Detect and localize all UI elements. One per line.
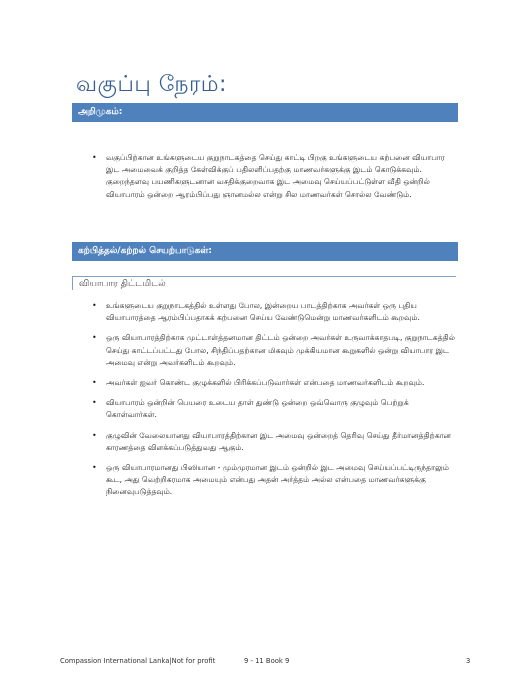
bullet-icon: • xyxy=(92,378,97,388)
list-item xyxy=(92,430,458,454)
bullet-icon: • xyxy=(92,301,97,310)
footer-book: 9 - 11 Book 9 xyxy=(244,657,290,665)
business-planning-subheading: வியாபார திட்டமிடல் xyxy=(72,276,456,290)
page-title: வகுப்பு நேரம்: xyxy=(76,72,227,97)
list-item xyxy=(92,377,458,389)
list-item-text: ஒரு வியாபாரத்திற்காக முட்டாள்த்தனமான திட்டம் ஒன்றை அவர்கள் உருவாக்காதபடி, குறுநாடகத்தில் செய்து காட்டப்பட்டது போல, சிந்திப்பதற்கான மிகவும் முக்கியமான கூறுகளில் ஒன்று வியாபார இட அமைவு என்று அவர்களிடம் கூறவும். xyxy=(106,333,456,367)
bullet-icon: • xyxy=(92,153,97,162)
list-item-text: அவர்கள் ஐவர் கொண்ட குழுக்களில் பிரிக்கப்படுவார்கள் என்பதை மாணவர்களிடம் கூறவும். xyxy=(106,378,425,388)
list-item xyxy=(92,332,458,369)
list-item-text: குழுவின் வேலையானது வியாபாரத்திற்கான இட அமைவு ஒன்றைத் தெரிவு செய்து தீர்மானத்திற்கான காரணத்தை விளக்கப்படுத்துவது ஆகும். xyxy=(106,430,452,452)
list-item xyxy=(92,300,458,324)
bullet-icon: • xyxy=(92,463,97,473)
bullet-icon: • xyxy=(92,398,97,408)
list-item-text: வகுப்பிற்கான உங்களுடைய குறுநாடகத்தை செய்து காட்டி பிறகு உங்களுடைய கற்பனை வியாபார இட அமைவைக் குறித்த கேள்விக்குப் பதிலளிப்பதற்கு மாணவர்களுக்கு இடம் கொடுக்கவும். குறைந்தளவு பயணிகளுடனான வசதிக்குறைவாக இட அமைவு செய்யப்பட்டுள்ள வீதி ஒன்றில் வியாபாரம் ஒன்றை ஆரம்பிப்பது ஞானமல்ல என்று சில மாணவர்கள் சொல்ல வேண்டும். xyxy=(106,153,445,199)
list-item-text: உங்களுடைய குறுநாடகத்தில் உள்ளது போல, இன்றைய பாடத்திற்காக அவர்கள் ஒரு புதிய வியாபாரத்தை ஆரம்பிப்பதாகக் கற்பனை செய்ய வேண்டுமென்று மாணவர்களிடம் கூறவும். xyxy=(106,301,420,323)
intro-section-bar: அறிமுகம்: xyxy=(72,103,458,122)
activities-list xyxy=(92,300,458,507)
list-item xyxy=(92,397,458,421)
activities-section-bar: கற்பித்தல்/கற்றல் செயற்பாடுகள்: xyxy=(72,242,458,261)
page-number: 3 xyxy=(466,657,471,665)
list-item xyxy=(92,462,458,499)
bullet-icon: • xyxy=(92,430,97,440)
list-item xyxy=(92,152,458,201)
footer-organization: Compassion International Lanka|Not for profit xyxy=(60,657,216,665)
intro-list xyxy=(92,152,458,201)
bullet-icon: • xyxy=(92,333,97,343)
list-item-text: வியாபாரம் ஒன்றின் பெயரை உடைய தாள் துண்டு ஒன்றை ஒவ்வொரு குழுவும் பெற்றுக் கொள்வார்கள். xyxy=(106,398,409,420)
list-item-text: ஒரு வியாபாரமானது பிஸியான - மும்முரமான இடம் ஒன்றில் இட அமைவு செய்யப்பட்டிருந்தாலும் கூட, அது வெற்றிகரமாக அமையும் என்பது அதன் அர்த்தம் அல்ல என்பதை மாணவர்களுக்கு நினைவுபடுத்தவும். xyxy=(106,463,449,497)
